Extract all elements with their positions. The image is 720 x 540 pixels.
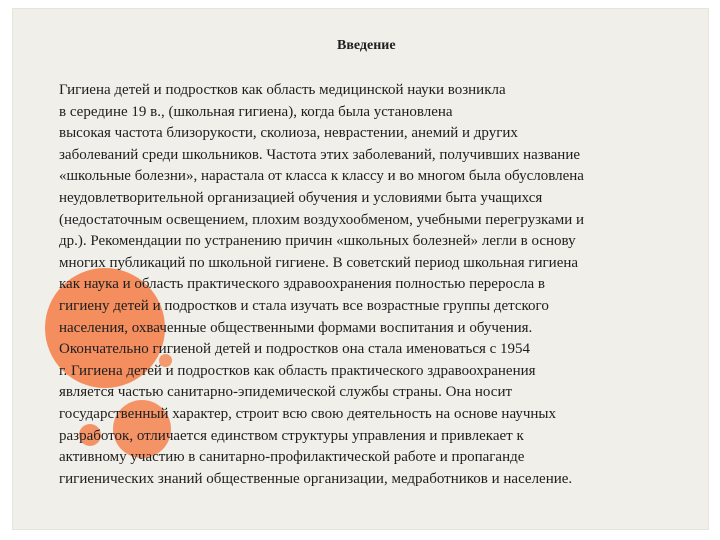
slide-body-text [59, 80, 691, 490]
text-line: активному участию в санитарно-профилактической работе и пропаганде [59, 449, 525, 466]
text-line: в середине 19 в., (школьная гигиена), когда была установлена [59, 103, 453, 120]
text-line: Гигиена детей и подростков как область медицинской науки возникла [59, 82, 506, 98]
text-line: является частью санитарно-эпидемической службы страны. Она носит [59, 384, 513, 401]
text-line: гигиену детей и подростков и стала изучать все возрастные группы детского [59, 297, 549, 314]
text-line: многих публикаций по школьной гигиене. В советский период школьная гигиена [59, 254, 579, 271]
text-line: неудовлетворительной организацией обучения и условиями быта учащихся [59, 189, 543, 206]
text-line: высокая частота близорукости, сколиоза, неврастении, анемий и других [59, 125, 518, 142]
text-line: (недостаточным освещением, плохим воздухообменом, учебными перегрузками и [59, 211, 585, 228]
text-line: государственный характер, строит всю свою деятельность на основе научных [59, 405, 556, 422]
text-line: г. Гигиена детей и подростков как область практического здравоохранения [59, 362, 536, 379]
slide-title: Введение [337, 38, 396, 53]
text-line: др.). Рекомендации по устранению причин «школьных болезней» легли в основу [59, 233, 576, 250]
text-line: разработок, отличается единством структуры управления и привлекает к [59, 427, 524, 444]
text-line: заболеваний среди школьников. Частота этих заболеваний, получивших название [59, 146, 581, 163]
text-line: «школьные болезни», нарастала от класса к классу и во многом была обусловлена [59, 168, 584, 185]
text-line: как наука и область практического здравоохранения полностью переросла в [59, 276, 545, 293]
text-line: Окончательно гигиеной детей и подростков она стала именоваться с 1954 [59, 341, 531, 358]
text-line: гигиенических знаний общественные организации, медработников и население. [59, 470, 573, 487]
text-line: населения, охваченные общественными формами воспитания и обучения. [59, 319, 533, 336]
